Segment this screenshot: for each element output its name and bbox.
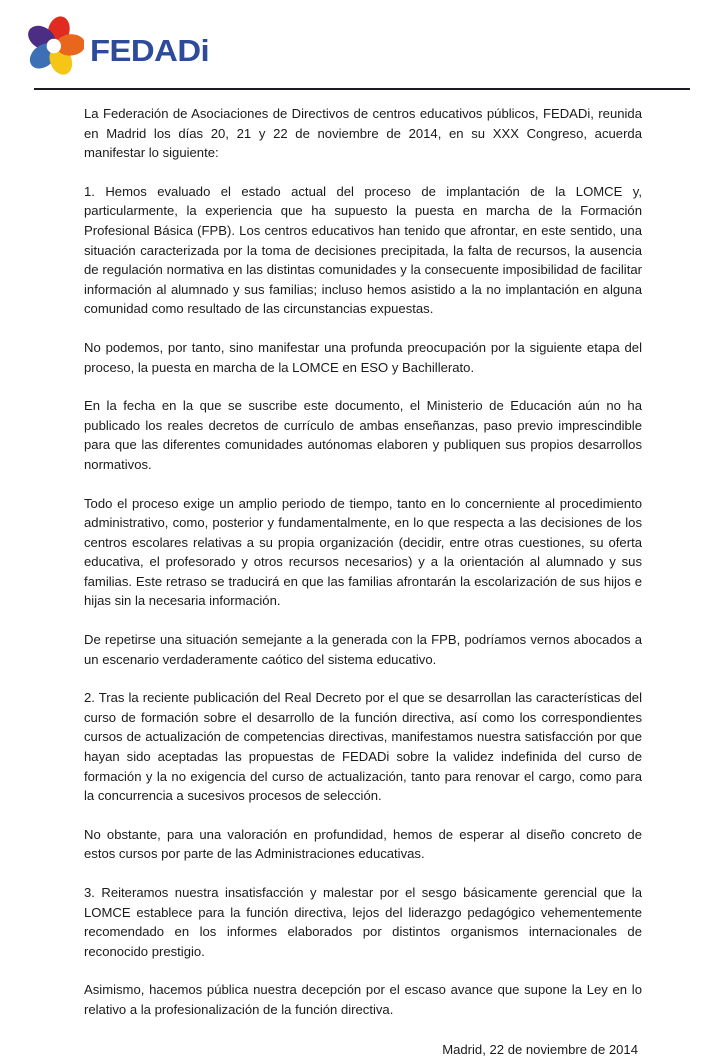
- paragraph-no-obstante: No obstante, para una valoración en profundidad, hemos de esperar al diseño concreto de estos cursos por parte de las Administraciones educativas.: [84, 826, 642, 862]
- paragraph-concern: No podemos, por tanto, sino manifestar una profunda preocupación por la siguiente etapa del proceso, la puesta en marcha de la LOMCE en ESO y Bachillerato.: [84, 339, 642, 375]
- paragraph-point-2: 2. Tras la reciente publicación del Real Decreto por el que se desarrollan las características del curso de formación sobre el desarrollo de la función directiva, así como los correspondientes cursos de actualización de competencias directivas, manifestamos nuestra satisfacción por que hayan sido aceptadas las propuestas de FEDADi sobre la validez indefinida del curso de formación y la no exigencia del curso de actualización, tanto para renovar el cargo, como para la concurrencia a sucesivos procesos de selección.: [84, 690, 642, 804]
- document-header: [0, 0, 723, 96]
- document-signature: Madrid, 22 de noviembre de 2014: [442, 1041, 638, 1057]
- paragraph-point-1: 1. Hemos evaluado el estado actual del proceso de implantación de la LOMCE y, particularmente, la experiencia que ha supuesto la puesta en marcha de la Formación Profesional Básica (FPB). Los centros educativos han tenido que afrontar, en este sentido, una situación caracterizada por la toma de decisiones precipitada, la falta de recursos, la ausencia de regulación normativa en las distintas comunidades y la consecuente imposibilidad de facilitar información al alumnado y sus familias; incluso hemos asistido a la no implantación en alguna comunidad como resultado de las circunstancias expuestas.: [84, 183, 642, 317]
- document-body: [84, 104, 642, 1059]
- fedadi-logo: [26, 16, 210, 76]
- paragraph-point-3: 3. Reiteramos nuestra insatisfacción y malestar por el sesgo básicamente gerencial que la LOMCE establece para la función directiva, lejos del liderazgo pedagógico vehementemente recomendado en los informes elaborados por distintos organismos internacionales de reconocido prestigio.: [84, 885, 642, 959]
- fedadi-wordmark: FEDADi: [90, 32, 210, 68]
- paragraph-ministerio: En la fecha en la que se suscribe este documento, el Ministerio de Educación aún no ha publicado los reales decretos de currículo de ambas enseñanzas, paso previo imprescindible para que las diferentes comunidades autónomas elaboren y publiquen sus propios desarrollos normativos.: [84, 398, 642, 472]
- paragraph-asimismo: Asimismo, hacemos pública nuestra decepción por el escaso avance que supone la Ley en lo relativo a la profesionalización de la función directiva.: [84, 982, 642, 1017]
- paragraph-intro: La Federación de Asociaciones de Directivos de centros educativos públicos, FEDADi, reunida en Madrid los días 20, 21 y 22 de noviembre de 2014, en su XXX Congreso, acuerda manifestar lo siguiente:: [84, 106, 642, 161]
- paragraph-repetirse: De repetirse una situación semejante a la generada con la FPB, podríamos vernos abocados a un escenario verdaderamente caótico del sistema educativo.: [84, 632, 642, 667]
- header-divider: [34, 88, 690, 90]
- fedadi-flower-logo-icon: [26, 16, 84, 76]
- paragraph-proceso: Todo el proceso exige un amplio periodo de tiempo, tanto en lo concerniente al procedimiento administrativo, como, posterior y fundamentalmente, en lo que respecta a las decisiones de los centros escolares relativas a su propia organización (decidir, entre otras cuestiones, su oferta educativa, el profesorado y otros recursos necesarios) y a la orientación al alumnado y sus familias. Este retraso se traducirá en que las familias afrontarán la escolarización de sus hijos e hijas sin la necesaria información.: [84, 495, 642, 609]
